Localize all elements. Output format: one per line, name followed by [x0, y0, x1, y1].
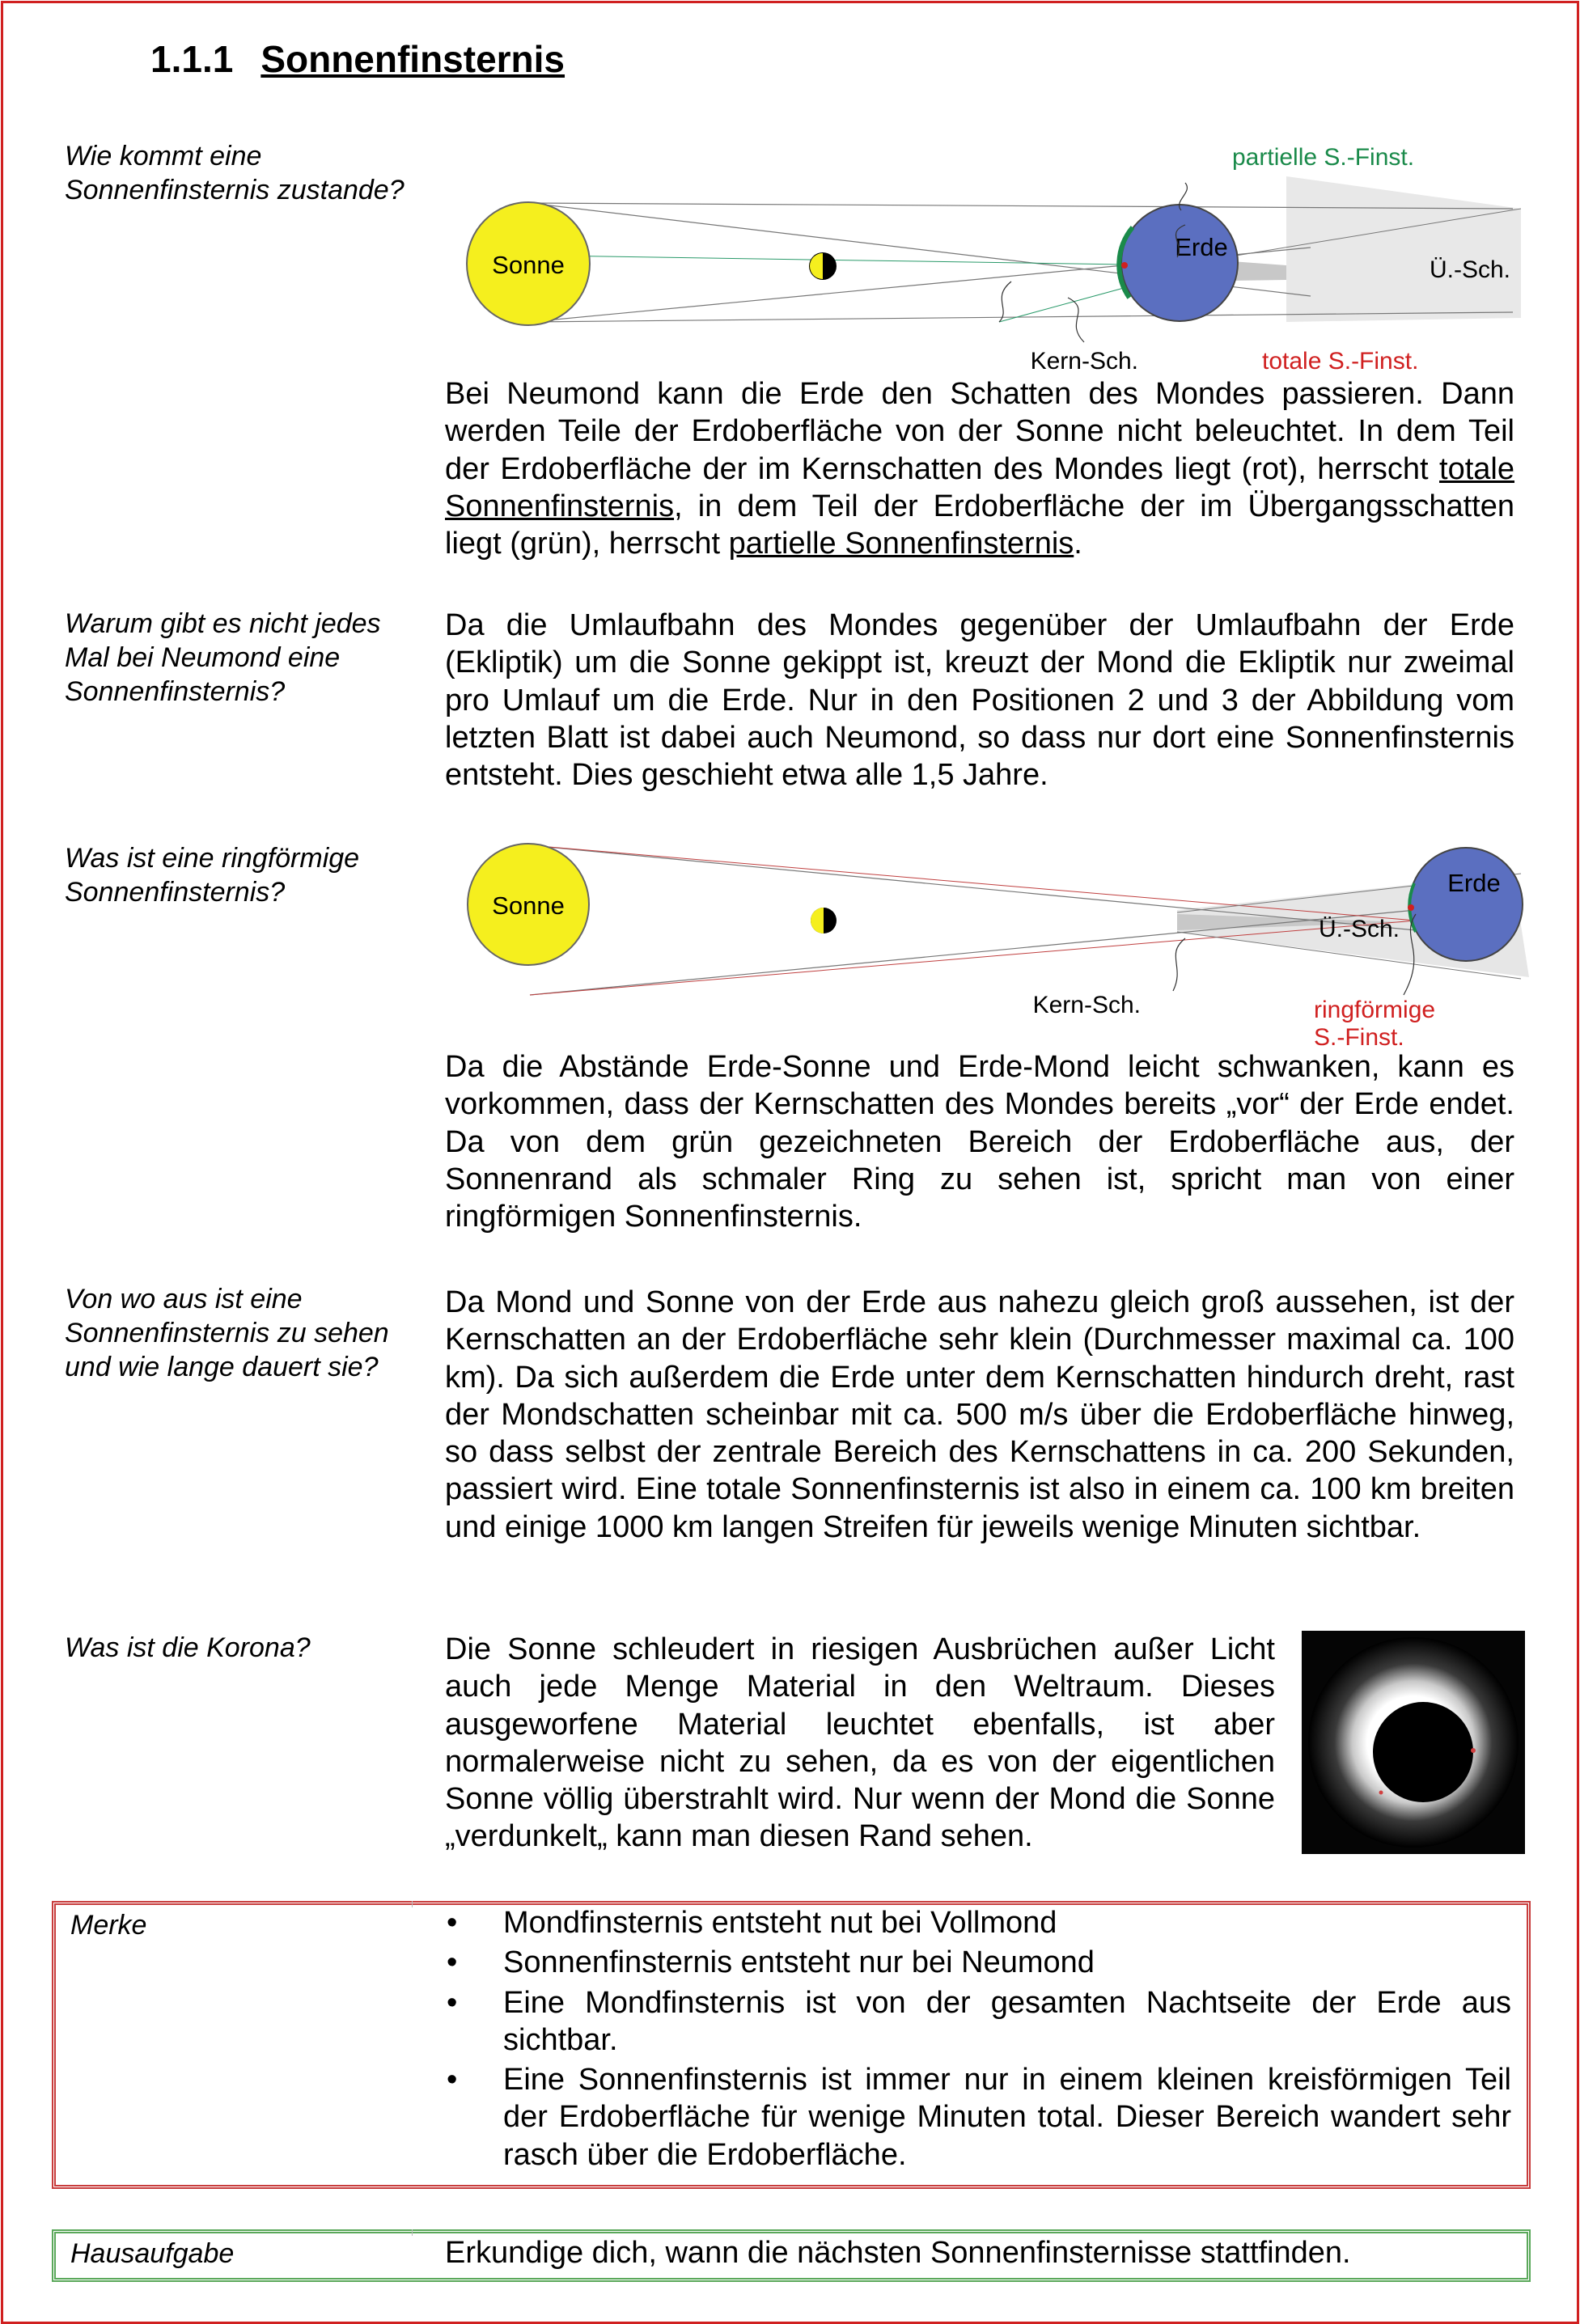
question-2: Warum gibt es nicht jedes Mal bei Neumond eine Sonnenfinsternis? [65, 608, 381, 707]
earth-label: Erde [1175, 233, 1228, 261]
section-2-text: Da die Umlaufbahn des Mondes gegenüber der Umlaufbahn der Erde (Ekliptik) um die Sonne gekippt ist, kreuzt der Mond die Ekliptik nur zweimal pro Umlauf um die Erde. Nur in den Positionen 2 und 3 der Abbildung vom letzten Blatt ist dabei auch Neumond, so dass nur dort eine Sonnenfinsternis entsteht. Dies geschieht etwa alle 1,5 Jahre. [445, 608, 1514, 793]
section-4-text: Da Mond und Sonne von der Erde aus nahezu gleich groß aussehen, ist der Kernschatten an der Erdoberfläche sehr klein (Durchmesser maximal ca. 100 km). Da sich außerdem die Erde unter dem Kernschatten hindurch dreht, rast der Mondschatten scheinbar mit ca. 500 m/s über die Erdoberfläche hinweg, so dass selbst der zentrale Bereich des Kernschattens in ca. 200 Sekunden, passiert wird. Eine totale Sonnenfinsternis ist also in einem ca. 100 km breiten und einige 1000 km langen Streifen für jeweils wenige Minuten sichtbar. [445, 1285, 1514, 1544]
hausaufgabe-text: Erkundige dich, wann die nächsten Sonnenfinsternisse stattfinden. [445, 2236, 1351, 2270]
annular-eclipse-label-2: S.-Finst. [1314, 1024, 1404, 1051]
total-zone [1121, 262, 1128, 269]
annular-eclipse-diagram [453, 833, 1529, 1052]
section-title: Sonnenfinsternis [261, 38, 565, 80]
merke-label: Merke [70, 1910, 147, 1941]
penumbra-label-2: Ü.-Sch. [1319, 916, 1400, 942]
question-3: Was ist eine ringförmige Sonnenfinsternis? [65, 843, 360, 908]
list-item: • Sonnenfinsternis entsteht nur bei Neumond [447, 1945, 1095, 1980]
partial-eclipse-term: partielle Sonnenfinsternis [728, 527, 1074, 561]
moon-icon [809, 252, 837, 280]
question-4: Von wo aus ist eine Sonnenfinsternis zu sehen und wie lange dauert sie? [65, 1284, 389, 1382]
question-1: Wie kommt eine Sonnenfinsternis zustande? [65, 141, 405, 205]
penumbra-label: Ü.-Sch. [1430, 256, 1511, 283]
sun-label-2: Sonne [492, 891, 565, 920]
annular-eclipse-label-1: ringförmige [1314, 997, 1436, 1023]
list-item: • Eine Sonnenfinsternis ist immer nur in einem kleinen kreisförmigen Teil der Erdoberfläche für wenige Minuten total. Dieser Bereich wandert sehr rasch über die Erdoberfläche. [447, 2063, 1511, 2172]
earth-icon [1409, 848, 1523, 961]
umbra-label-2: Kern-Sch. [1032, 992, 1141, 1018]
penumbra-region [1286, 176, 1521, 322]
list-item: • Mondfinsternis entsteht nut bei Vollmond [447, 1906, 1057, 1940]
question-5: Was ist die Korona? [65, 1632, 311, 1663]
solar-eclipse-diagram [453, 136, 1521, 379]
section-number: 1.1.1 [150, 38, 234, 80]
hausaufgabe-label: Hausaufgabe [70, 2238, 235, 2269]
list-item: • Eine Mondfinsternis ist von der gesamten Nachtseite der Erde aus sichtbar. [447, 1985, 1511, 2057]
moon-disk [1373, 1702, 1473, 1802]
earth-label-2: Erde [1447, 869, 1501, 897]
total-eclipse-label: totale S.-Finst. [1262, 348, 1419, 375]
earth-icon [1121, 205, 1238, 321]
moon-icon [811, 908, 837, 933]
section-1-text: Bei Neumond kann die Erde den Schatten des Mondes passieren. Dann werden Teile der Erdoberfläche von der Sonne nicht beleuchtet. In dem Teil der Erdoberfläche der im Kernschatten des Mondes liegt (rot), herrscht totale Sonnenfinsternis, in dem Teil der Erdoberfläche der im Übergangsschatten liegt (grün), herrscht partielle Sonnenfinsternis. [445, 377, 1514, 561]
merke-list [445, 1904, 1511, 2176]
page-title [150, 37, 565, 81]
sun-label: Sonne [492, 251, 565, 279]
section-5-text: Die Sonne schleudert in riesigen Ausbrüchen außer Licht auch jede Menge Material in den Weltraum. Dieses ausgeworfene Material leuchtet ebenfalls, ist aber normalerweise nicht zu sehen, da es von der eigentlichen Sonne völlig überstrahlt wird. Nur wenn der Mond die Sonne „verdunkelt„ kann man diesen Rand sehen. [445, 1632, 1275, 1854]
partial-eclipse-label: partielle S.-Finst. [1232, 144, 1415, 171]
total-eclipse-term: totale Sonnenfinsternis [445, 451, 1514, 523]
section-3-text: Da die Abstände Erde-Sonne und Erde-Mond leicht schwanken, kann es vorkommen, dass der Kernschatten des Mondes bereits „vor“ der Erde endet. Da von dem grün gezeichneten Bereich der Erdoberfläche aus, der Sonnenrand als schmaler Ring zu sehen ist, spricht man von einer ringförmigen Sonnenfinsternis. [445, 1050, 1514, 1234]
corona-photo [1302, 1631, 1525, 1854]
umbra-label: Kern-Sch. [1030, 348, 1138, 375]
